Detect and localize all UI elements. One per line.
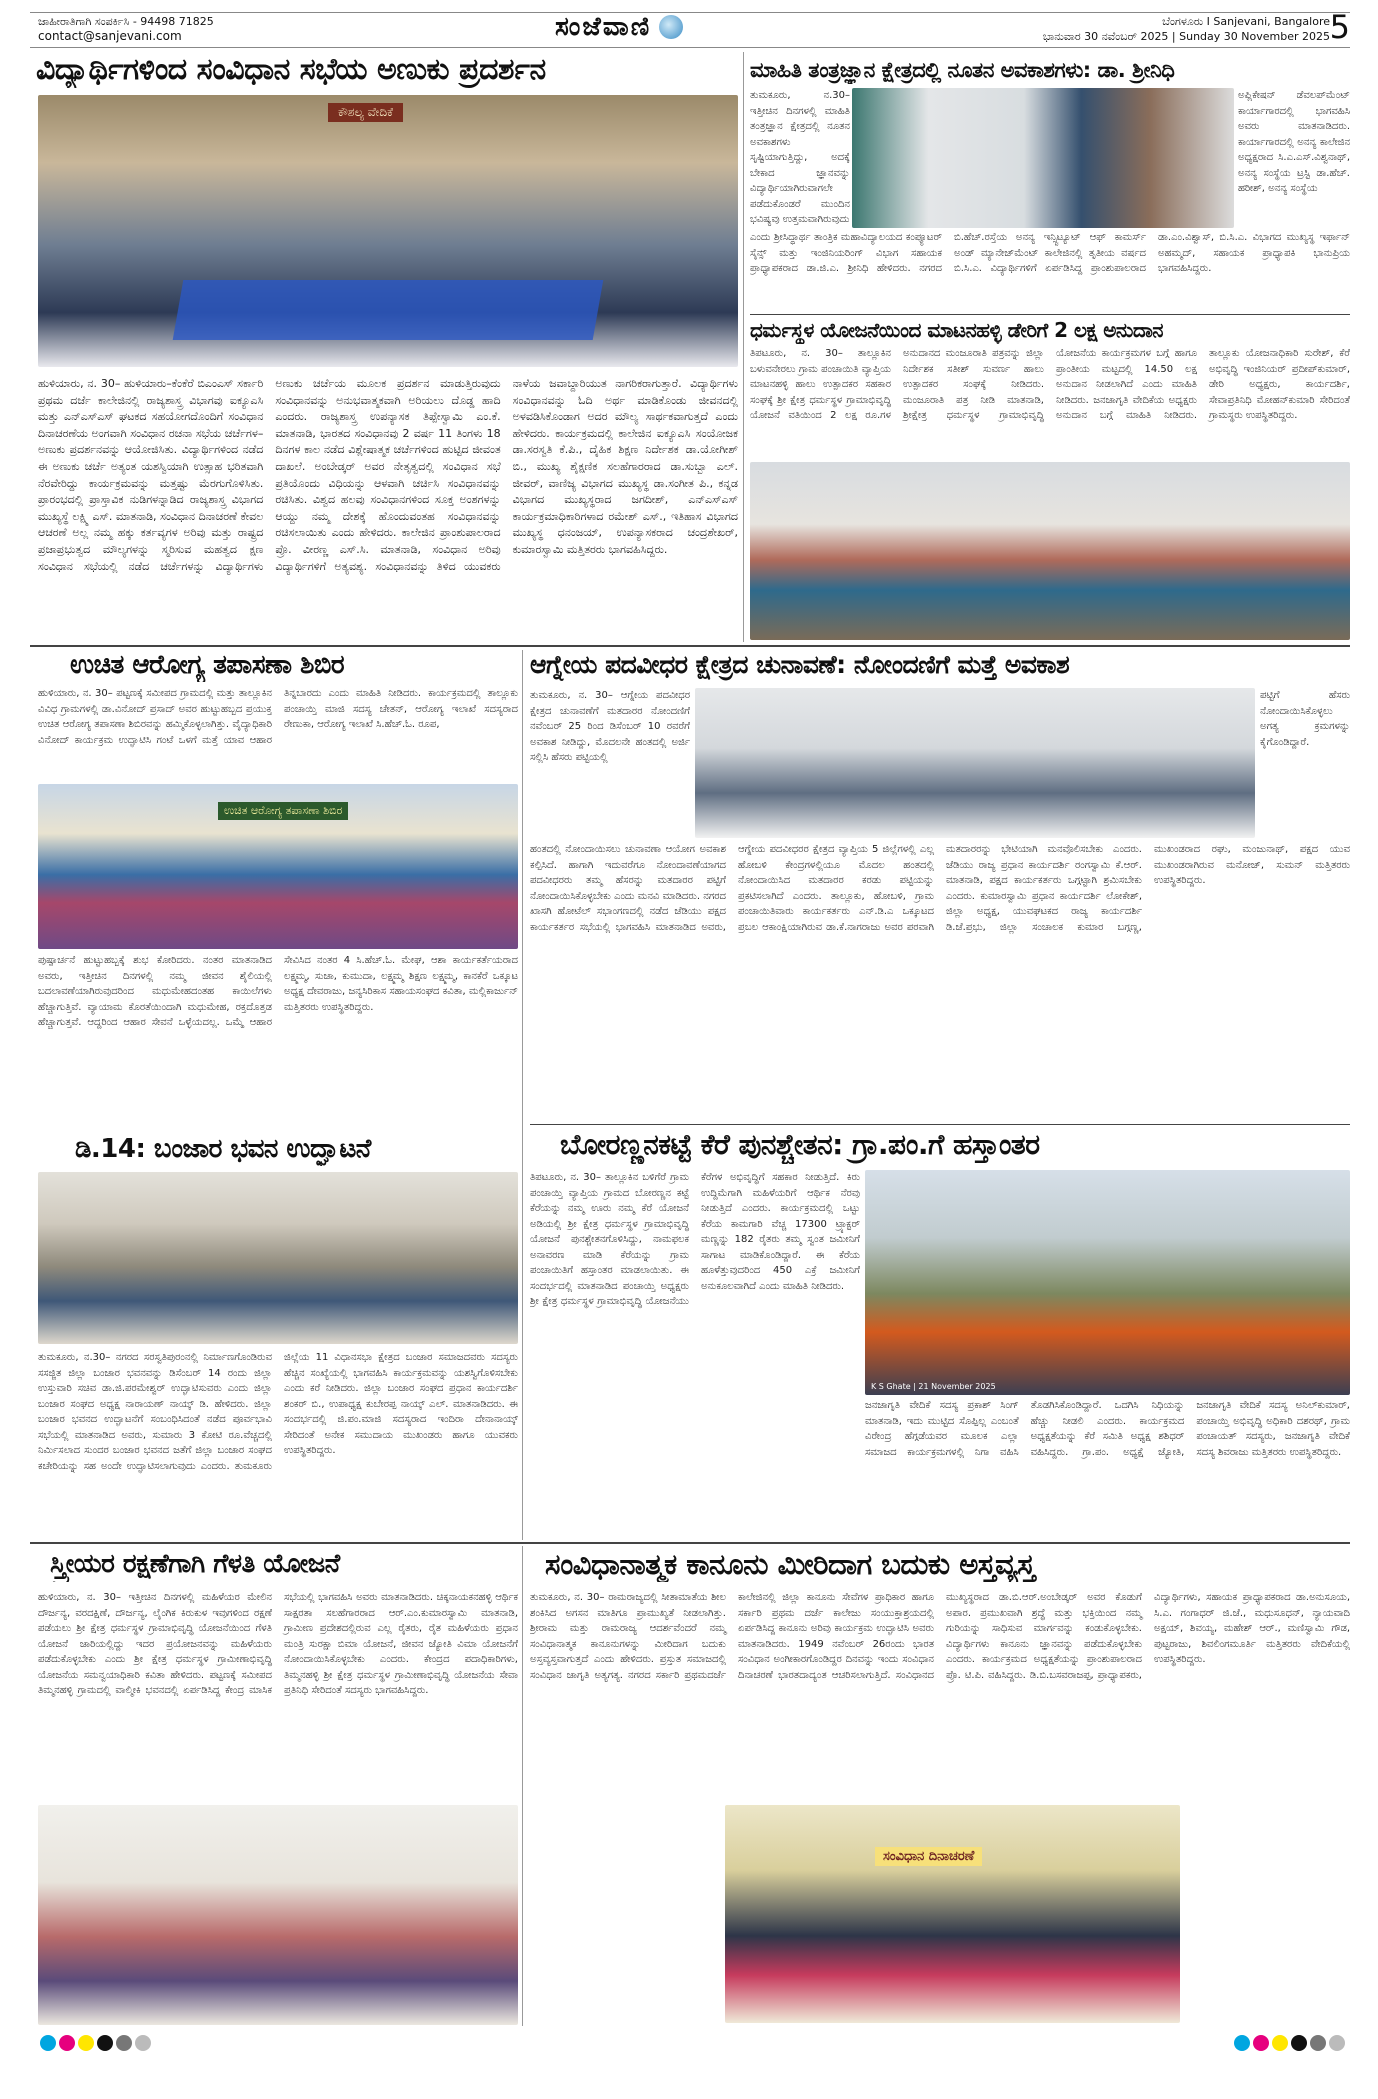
article-body-health-camp-top: ಹುಳಿಯಾರು, ನ. 30– ಪಟ್ಟಣಕ್ಕೆ ಸಮೀಪದ ಗ್ರಾಮದಲ್ಲಿ ಮತ್ತು ತಾಲ್ಲೂಕಿನ ವಿವಿಧ ಗ್ರಾಮಗಳಲ್ಲಿ ಡಾ.ವಿನೋದ್ ಪ್ರಸಾದ್ ಅವರ ಹುಟ್ಟುಹಬ್ಬದ ಪ್ರಯುಕ್ತ ಉಚಿತ ಆರೋಗ್ಯ ತಪಾಸಣಾ ಶಿಬಿರವನ್ನು ಹಮ್ಮಿಕೊಳ್ಳಲಾಗಿತ್ತು. ವೈದ್ಯಾಧಿಕಾರಿ ವಿನೋದ್ ಕಾರ್ಯಕ್ರಮ ಉದ್ಘಾಟಿಸಿ ಗಂಟೆ ಒಳಗೆ ಮತ್ತೆ ಯಾವ ಆಹಾರ ತಿನ್ನಬಾರದು ಎಂದು ಮಾಹಿತಿ ನೀಡಿದರು. ಕಾರ್ಯಕ್ರಮದಲ್ಲಿ ತಾಲ್ಲೂಕು ಪಂಚಾಯ್ತಿ ಮಾಜಿ ಸದಸ್ಯ ಚೇತನ್, ಆರೋಗ್ಯ ಇಲಾಖೆ ಸದಸ್ಯರಾದ ರೇಣುಕಾ, ಆರೋಗ್ಯ ಇಲಾಖೆ ಸಿ.ಹೆಚ್.ಓ. ರೂಪ, [38,688,518,746]
headline-constitution-mock: ವಿದ್ಯಾರ್ಥಿಗಳಿಂದ ಸಂವಿಧಾನ ಸಭೆಯ ಅಣುಕು ಪ್ರದರ್ಶನ [36,52,546,87]
photo-gelati-meeting [38,1805,518,2025]
article-body-it-bottom: ಎಂದು ಶ್ರೀಸಿದ್ಧಾರ್ಥ ತಾಂತ್ರಿಕ ಮಹಾವಿದ್ಯಾಲಯದ ಕಂಪ್ಯೂಟರ್ ಸೈನ್ಸ್ ಮತ್ತು ಇಂಜಿನಿಯರಿಂಗ್ ವಿಭಾಗ ಸಹಾಯಕ ಪ್ರಾಧ್ಯಾಪಕರಾದ ಡಾ.ಜಿ.ಎ. ಶ್ರೀನಿಧಿ ಹೇಳಿದರು. ನಗರದ ಬಿ.ಹೆಚ್.ರಸ್ತೆಯ ಅನನ್ಯ ಇನ್ಸ್ಟಿಟ್ಯೂಟ್ ಆಫ್ ಕಾಮರ್ಸ್ ಅಂಡ್ ಮ್ಯಾನೇಜ್‌ಮೆಂಟ್ ಕಾಲೇಜಿನಲ್ಲಿ ತೃತೀಯ ವರ್ಷದ ಬಿ.ಸಿ.ಎ. ವಿದ್ಯಾರ್ಥಿಗಳಿಗೆ ಏರ್ಪಡಿಸಿದ್ದ ಪ್ರಾಂಶುಪಾಲರಾದ ಡಾ.ಎಂ.ವಿಶ್ವಾಸ್, ಬಿ.ಸಿ.ಎ. ವಿಭಾಗದ ಮುಖ್ಯಸ್ಥ ಇರ್ಫಾನ್ ಅಹಮ್ಮದ್, ಸಹಾಯಕ ಪ್ರಾಧ್ಯಾಪಕಿ ಭಾನುಪ್ರಿಯ ಭಾಗವಹಿಸಿದ್ದರು. [750,232,1350,274]
gray-dot [116,2035,132,2051]
article-body-constitutional-law: ತುಮಕೂರು, ನ. 30– ರಾಮರಾಜ್ಯದಲ್ಲಿ ಸೀತಾಮಾತೆಯ ಶೀಲ ಶಂಕಿಸಿದ ಅಗಸನ ಮಾತಿಗೂ ಪ್ರಾಮುಖ್ಯತೆ ನೀಡಲಾಗಿತ್ತು. ಶ್ರೀರಾಮ ಮತ್ತು ರಾಮರಾಜ್ಯ ಆದರ್ಶವೆಂದರೆ ನಮ್ಮ ಸಂವಿಧಾನಾತ್ಮಕ ಕಾನೂನುಗಳನ್ನು ಮೀರಿದಾಗ ಬದುಕು ಅಸ್ತವ್ಯಸ್ತವಾಗುತ್ತದೆ ಎಂದು ಹೇಳಿದರು. ಪ್ರಸ್ತುತ ಸಮಾಜದಲ್ಲಿ ಸಂವಿಧಾನ ಜಾಗೃತಿ ಅತ್ಯಗತ್ಯ. ನಗರದ ಸರ್ಕಾರಿ ಪ್ರಥಮದರ್ಜೆ ಕಾಲೇಜಿನಲ್ಲಿ ಜಿಲ್ಲಾ ಕಾನೂನು ಸೇವೆಗಳ ಪ್ರಾಧಿಕಾರ ಹಾಗೂ ಸರ್ಕಾರಿ ಪ್ರಥಮ ದರ್ಜೆ ಕಾಲೇಜು ಸಂಯುಕ್ತಾಶ್ರಯದಲ್ಲಿ ಏರ್ಪಡಿಸಿದ್ದ ಕಾನೂನು ಅರಿವು ಕಾರ್ಯಕ್ರಮ ಉದ್ಘಾಟಿಸಿ ಅವರು ಮಾತನಾಡಿದರು. 1949 ನವೆಂಬರ್ 26ರಂದು ಭಾರತ ಸಂವಿಧಾನ ಅಂಗೀಕಾರಗೊಂಡಿದ್ದರ ದಿನವನ್ನು ಇಂದು ಸಂವಿಧಾನ ದಿನಾಚರಣೆ ಭಾರತದಾದ್ಯಂತ ಆಚರಿಸಲಾಗುತ್ತಿದೆ. ಸಂವಿಧಾನದ ಮುಖ್ಯಸ್ಥರಾದ ಡಾ.ಬಿ.ಆರ್.ಅಂಬೇಡ್ಕರ್ ಅವರ ಕೊಡುಗೆ ಅಪಾರ. ಪ್ರಮುಖವಾಗಿ ಶ್ರದ್ಧೆ ಮತ್ತು ಭಕ್ತಿಯಿಂದ ನಮ್ಮ ಗುರಿಯನ್ನು ಸಾಧಿಸುವ ಮಾರ್ಗವನ್ನು ಕಂಡುಕೊಳ್ಳಬೇಕು. ವಿದ್ಯಾರ್ಥಿಗಳು ಕಾನೂನು ಜ್ಞಾನವನ್ನು ಪಡೆದುಕೊಳ್ಳಬೇಕು ಎಂದರು. ಕಾರ್ಯಕ್ರಮದ ಅಧ್ಯಕ್ಷತೆಯನ್ನು ಪ್ರಾಂಶುಪಾಲರಾದ ಪ್ರೊ. ಟಿ.ಪಿ. ವಹಿಸಿದ್ದರು. ಡಿ.ಬಿ.ಬಸವರಾಜಪ್ಪ, ಪ್ರಾಧ್ಯಾಪಕರು, ವಿದ್ಯಾರ್ಥಿಗಳು, ಸಹಾಯಕ ಪ್ರಾಧ್ಯಾಪಕರಾದ ಡಾ.ಅನುಸೂಯ, ಸಿ.ಎ. ಗಂಗಾಧರ್ ಜಿ.ಜೆ., ಮಧುಸೂಧನ್, ನ್ಯಾಯವಾದಿ ಅಕ್ಷಯ್, ಶಿವಯ್ಯ, ಮಹೇಶ್ ಆರ್., ಮಣಿಸ್ವಾಮಿ ಗೌಡ, ಪುಟ್ಟರಾಜು, ಶಿವಲಿಂಗಮೂರ್ತಿ ಮತ್ತಿತರರು ವೇದಿಕೆಯಲ್ಲಿ ಉಪಸ್ಥಿತರಿದ್ದರು. [530,1592,1350,1681]
section-divider [30,1542,1350,1544]
light-gray-dot [135,2035,151,2051]
cyan-dot [40,2035,56,2051]
edition-date: ಭಾನುವಾರ 30 ನವೆಂಬರ್ 2025 | Sunday 30 November 2025 [1042,30,1330,43]
article-body-lake-bottom: ಜನಜಾಗೃತಿ ವೇದಿಕೆ ಸದಸ್ಯ ಪ್ರಕಾಶ್ ಸಿಂಗ್ ಮಾತನಾಡಿ, ಇದು ಮುಟ್ಟಿದ ಸೊಪ್ಪಿಲ್ಲ ಎಂಬಂತೆ ವಿರೇಂದ್ರ ಹೆಗ್ಗಡೆಯವರ ಮೂಲಕ ಎಲ್ಲಾ ಸಮಾಜದ ಕಾರ್ಯಕ್ರಮಗಳಲ್ಲಿ ನಿಗಾ ವಹಿಸಿ ತೊಡಗಿಸಿಕೊಂಡಿದ್ದಾರೆ. ಒದಗಿಸಿ ನಿಧಿಯನ್ನು ಹೆಚ್ಚು ನೀಡಲಿ ಎಂದರು. ಕಾರ್ಯಕ್ರಮದ ಅಧ್ಯಕ್ಷತೆಯನ್ನು ಕೆರೆ ಸಮಿತಿ ಅಧ್ಯಕ್ಷ ಶಶಿಧರ್ ವಹಿಸಿದ್ದರು. ಗ್ರಾ.ಪಂ. ಅಧ್ಯಕ್ಷೆ ಜ್ಯೋತಿ, ಜನಜಾಗೃತಿ ವೇದಿಕೆ ಸದಸ್ಯ ಅನಿಲ್‌ಕುಮಾರ್, ಪಂಚಾಯ್ತಿ ಅಭಿವೃದ್ಧಿ ಅಧಿಕಾರಿ ದಶರಥ್, ಗ್ರಾಮ ಪಂಚಾಯತ್ ಸದಸ್ಯರು, ಜನಜಾಗೃತಿ ವೇದಿಕೆ ಸದಸ್ಯ ಶಿವರಾಜು ಮತ್ತಿತರರು ಉಪಸ್ಥಿತರಿದ್ದರು. [865,1400,1350,1458]
headline-borannanakatte-lake: ಬೋರಣ್ಣನಕಟ್ಟೆ ಕೆರೆ ಪುನಶ್ಚೇತನ: ಗ್ರಾ.ಪಂ.ಗೆ ಹಸ್ತಾಂತರ [560,1128,1040,1161]
headline-graduates-election: ಆಗ್ನೇಯ ಪದವೀಧರ ಕ್ಷೇತ್ರದ ಚುನಾವಣೆ: ನೋಂದಣಿಗೆ ಮತ್ತೆ ಅವಕಾಶ [530,650,1070,679]
photo-dharmasthala-grant [750,462,1350,640]
header-bottom-rule [30,47,1350,48]
article-body-it-right: ಅಪ್ಲಿಕೇಷನ್ ಡೆವಲಪ್‌ಮೆಂಟ್ ಕಾರ್ಯಾಗಾರದಲ್ಲಿ ಭಾಗವಹಿಸಿ ಅವರು ಮಾತನಾಡಿದರು. ಕಾರ್ಯಾಗಾರದಲ್ಲಿ ಅನನ್ಯ ಕಾಲೇಜಿನ ಅಧ್ಯಕ್ಷರಾದ ಸಿ.ಎ.ಎಸ್.ವಿಶ್ವನಾಥ್, ಅನನ್ಯ ಸಂಸ್ಥೆಯ ಟ್ರಸ್ಟಿ ಡಾ.ಹೆಚ್. ಹರೀಶ್, ಅನನ್ಯ ಸಂಸ್ಥೆಯ [1238,90,1350,194]
magenta-dot [59,2035,75,2051]
photo-table [173,280,604,340]
ad-contact-phone: ಜಾಹೀರಾತಿಗಾಗಿ ಸಂಪರ್ಕಿಸಿ - 94498 71825 [38,15,214,28]
photo-constitution-mock [38,95,738,367]
column-divider [743,52,744,642]
article-body-constitution-mock: ಹುಳಿಯಾರು, ನ. 30– ಹುಳಿಯಾರು–ಕೆಂಕೆರೆ ಬಿಎಂಎಸ್ ಸರ್ಕಾರಿ ಪ್ರಥಮ ದರ್ಜೆ ಕಾಲೇಜಿನಲ್ಲಿ ರಾಜ್ಯಶಾಸ್ತ್ರ ವಿಭಾಗವು ಐಕ್ಯೂಎಸಿ ಮತ್ತು ಎನ್‌ಎಸ್‌ಎಸ್ ಘಟಕದ ಸಹಯೋಗದೊಂದಿಗೆ ಸಂವಿಧಾನ ದಿನಾಚರಣೆಯ ಅಂಗವಾಗಿ ಸಂವಿಧಾನ ರಚನಾ ಸಭೆಯ ಚರ್ಚೆಗಳ– ಅಣುಕು ಪ್ರದರ್ಶನವನ್ನು ಆಯೋಜಿಸಿತು. ವಿದ್ಯಾರ್ಥಿಗಳಿಂದ ನಡೆದ ಈ ಅಣುಕು ಚರ್ಚೆ ಅತ್ಯಂತ ಯಶಸ್ವಿಯಾಗಿ ಉತ್ಸಾಹ ಭರಿತವಾಗಿ ನೆರವೇರಿದ್ದು ಕಾರ್ಯಕ್ರಮವನ್ನು ಮತ್ತಷ್ಟು ಮೆರಗುಗೊಳಿಸಿತು. ಪ್ರಾರಂಭದಲ್ಲಿ ಪ್ರಾಸ್ತಾವಿಕ ನುಡಿಗಳನ್ನಾಡಿದ ರಾಜ್ಯಶಾಸ್ತ್ರ ವಿಭಾಗದ ಮುಖ್ಯಸ್ಥೆ ಲಕ್ಷ್ಮಿ ಎಸ್. ಮಾತನಾಡಿ, ಸಂವಿಧಾನ ದಿನಾಚರಣೆ ಕೇವಲ ಆಚರಣೆ ಅಲ್ಲ ನಮ್ಮ ಹಕ್ಕು ಕರ್ತವ್ಯಗಳ ಅರಿವು ಮತ್ತು ರಾಷ್ಟ್ರದ ಪ್ರಜಾಪ್ರಭುತ್ವದ ಮೌಲ್ಯಗಳನ್ನು ಸ್ಮರಿಸುವ ಮಹತ್ವದ ಕ್ಷಣ ಸಂವಿಧಾನ ಸಭೆಯಲ್ಲಿ ನಡೆದ ಚರ್ಚೆಗಳನ್ನು ವಿದ್ಯಾರ್ಥಿಗಳು ಅಣುಕು ಚರ್ಚೆಯ ಮೂಲಕ ಪ್ರದರ್ಶನ ಮಾಡುತ್ತಿರುವುದು ಸಂವಿಧಾನವನ್ನು ಅನುಭವಾತ್ಮಕವಾಗಿ ಅರಿಯಲು ದೊಡ್ಡ ಹಾದಿ ಎಂದರು. ರಾಜ್ಯಶಾಸ್ತ್ರ ಉಪನ್ಯಾಸಕ ತಿಪ್ಪೇಸ್ವಾಮಿ ಎಂ.ಕೆ. ಮಾತನಾಡಿ, ಭಾರತದ ಸಂವಿಧಾನವು 2 ವರ್ಷ 11 ತಿಂಗಳು 18 ದಿನಗಳ ಕಾಲ ನಡೆದ ವಿಶ್ಲೇಷಾತ್ಮಕ ಚರ್ಚೆಗಳಿಂದ ಹುಟ್ಟಿದ ಜೀವಂತ ದಾಖಲೆ. ಅಂಬೇಡ್ಕರ್ ಅವರ ನೇತೃತ್ವದಲ್ಲಿ ಸಂವಿಧಾನ ಸಭೆ ಪ್ರತಿಯೊಂದು ವಿಧಿಯನ್ನು ಆಳವಾಗಿ ಚರ್ಚಿಸಿ ಸಂವಿಧಾನವನ್ನು ರಚಿಸಿತು. ವಿಶ್ವದ ಹಲವು ಸಂವಿಧಾನಗಳಿಂದ ಸೂಕ್ತ ಅಂಶಗಳನ್ನು ಆಯ್ದು ನಮ್ಮ ದೇಶಕ್ಕೆ ಹೊಂದುವಂತಹ ಸಂವಿಧಾನವನ್ನು ರಚಿಸಲಾಯಿತು ಎಂದು ಹೇಳಿದರು. ಕಾಲೇಜಿನ ಪ್ರಾಂಶುಪಾಲರಾದ ಪ್ರೊ. ವೀರಣ್ಣ ಎಸ್.ಸಿ. ಮಾತನಾಡಿ, ಸಂವಿಧಾನ ಅರಿವು ವಿದ್ಯಾರ್ಥಿಗಳಿಗೆ ಅತ್ಯವಶ್ಯ. ಸಂವಿಧಾನವನ್ನು ತಿಳಿದ ಯುವಕರು ನಾಳೆಯ ಜವಾಬ್ದಾರಿಯುತ ನಾಗರಿಕರಾಗುತ್ತಾರೆ. ವಿದ್ಯಾರ್ಥಿಗಳು ಸಂವಿಧಾನವನ್ನು ಓದಿ ಅರ್ಥ ಮಾಡಿಕೊಂಡು ಜೀವನದಲ್ಲಿ ಅಳವಡಿಸಿಕೊಂಡಾಗ ಅದರ ಮೌಲ್ಯ ಸಾರ್ಥಕವಾಗುತ್ತದೆ ಎಂದು ಹೇಳಿದರು. ಕಾರ್ಯಕ್ರಮದಲ್ಲಿ ಕಾಲೇಜಿನ ಐಕ್ಯೂಎಸಿ ಸಂಯೋಜಕ ಡಾ.ಸರಸ್ವತಿ ಕೆ.ಪಿ., ದೈಹಿಕ ಶಿಕ್ಷಣ ನಿರ್ದೇಶಕ ಡಾ.ಯೋಗೀಶ್ ಬಿ., ಮುಖ್ಯ ಶೈಕ್ಷಣಿಕ ಸಲಹೆಗಾರರಾದ ಡಾ.ಸುಬ್ಬಾ ಎಲ್. ಜೀವರ್, ವಾಣಿಜ್ಯ ವಿಭಾಗದ ಮುಖ್ಯಸ್ಥ ಡಾ.ಸಂಗೀತ ಪಿ., ಕನ್ನಡ ವಿಭಾಗದ ಮುಖ್ಯಸ್ಥರಾದ ಜಗದೀಶ್, ಎನ್‌ಎಸ್‌ಎಸ್ ಕಾರ್ಯಕ್ರಮಾಧಿಕಾರಿಗಳಾದ ರಮೇಶ್ ಎಸ್., ಇತಿಹಾಸ ವಿಭಾಗದ ಮುಖ್ಯಸ್ಥ ಧನಂಜಯ್, ಉಪನ್ಯಾಸಕರಾದ ಚಂದ್ರಶೇಖರ್, ಕುಮಾರಸ್ವಾಮಿ ಮತ್ತಿತರರು ಭಾಗವಹಿಸಿದ್ದರು. [38,377,738,573]
photo-banner: ಕೌಶಲ್ಯ ವೇದಿಕೆ [328,103,403,122]
photo-banner: ಉಚಿತ ಆರೋಗ್ಯ ತಪಾಸಣಾ ಶಿಬಿರ [218,802,348,820]
photo-banner: ಸಂವಿಧಾನ ದಿನಾಚರಣೆ [875,1847,982,1866]
article-body-election-right: ಪಟ್ಟಿಗೆ ಹೆಸರು ನೋಂದಾಯಿಸಿಕೊಳ್ಳಲು ಅಗತ್ಯ ಕ್ರಮಗಳನ್ನು ಕೈಗೊಂಡಿದ್ದಾರೆ. [1260,690,1350,748]
black-dot [1291,2035,1307,2051]
photo-election-meeting [695,688,1255,838]
edition-block [1043,14,1330,44]
newspaper-logo [555,12,683,42]
color-register-marks-right [1234,2035,1348,2055]
contact-email[interactable]: contact@sanjevani.com [38,29,182,43]
edition-city: ಬೆಂಗಳೂರು I Sanjevani, Bangalore [1162,15,1330,28]
yellow-dot [78,2035,94,2051]
page-number: 5 [1329,8,1350,46]
photo-it-workshop [852,88,1234,228]
headline-constitutional-law: ಸಂವಿಧಾನಾತ್ಮಕ ಕಾನೂನು ಮೀರಿದಾಗ ಬದುಕು ಅಸ್ತವ್ಯಸ್ತ [545,1547,1035,1581]
column-divider [522,650,523,1540]
section-divider [30,645,1350,647]
cyan-dot [1234,2035,1250,2051]
magenta-dot [1253,2035,1269,2051]
masthead [0,0,1378,48]
article-body-it-left: ತುಮಕೂರು, ನ.30– ಇತ್ತೀಚಿನ ದಿನಗಳಲ್ಲಿ ಮಾಹಿತಿ ತಂತ್ರಜ್ಞಾನ ಕ್ಷೇತ್ರದಲ್ಲಿ ನೂತನ ಅವಕಾಶಗಳು ಸೃಷ್ಟಿಯಾಗುತ್ತಿದ್ದು, ಅದಕ್ಕೆ ಬೇಕಾದ ಜ್ಞಾನವನ್ನು ವಿದ್ಯಾರ್ಥಿಯಾಗಿರುವಾಗಲೇ ಪಡೆದುಕೊಂಡರೆ ಮುಂದಿನ ಭವಿಷ್ಯವು ಉತ್ತಮವಾಗಿರುವುದು [750,90,850,225]
article-body-election-top: ತುಮಕೂರು, ನ. 30– ಆಗ್ನೇಯ ಪದವೀಧರ ಕ್ಷೇತ್ರದ ಚುನಾವಣೆಗೆ ಮತದಾರರ ನೋಂದಣಿಗೆ ನವೆಂಬರ್ 25 ರಿಂದ ಡಿಸೆಂಬರ್ 10 ರವರೆಗೆ ಅವಕಾಶ ನೀಡಿದ್ದು, ಮೊದಲನೇ ಹಂತದಲ್ಲಿ ಅರ್ಜಿ ಸಲ್ಲಿಸಿ ಹೆಸರು ಪಟ್ಟಿಯಲ್ಲಿ [530,690,690,763]
globe-icon [659,15,683,39]
article-body-health-camp-bottom: ಪುಷ್ಪಾರ್ಚನೆ ಹುಟ್ಟುಹಬ್ಬಕ್ಕೆ ಶುಭ ಕೋರಿದರು. ನಂತರ ಮಾತನಾಡಿದ ಅವರು, ಇತ್ತೀಚಿನ ದಿನಗಳಲ್ಲಿ ನಮ್ಮ ಜೀವನ ಶೈಲಿಯಲ್ಲಿ ಬದಲಾವಣೆಯಾಗಿರುವುದರಿಂದ ಮಧುಮೇಹದಂತಹ ಕಾಯಿಲೆಗಳು ಹೆಚ್ಚಾಗುತ್ತಿವೆ. ವ್ಯಾಯಾಮ ಕೊರತೆಯಿಂದಾಗಿ ಮಧುಮೇಹ, ರಕ್ತದೊತ್ತಡ ಹೆಚ್ಚಾಗುತ್ತವೆ. ಆದ್ದರಿಂದ ಆಹಾರ ಸೇವನೆ ಒಳ್ಳೆಯದಲ್ಲ. ಒಮ್ಮೆ ಆಹಾರ ಸೇವಿಸಿದ ನಂತರ 4 ಸಿ.ಹೆಚ್.ಓ. ಮೇಘ, ಆಶಾ ಕಾರ್ಯಕರ್ತೆಯರಾದ ಲಕ್ಷ್ಮಮ್ಮ, ಸುಜಾ, ಕುಮುದಾ, ಲಕ್ಷ್ಮಮ್ಮ ಶಿಕ್ಷಣ ಲಕ್ಷ್ಮಮ್ಮ, ಕಾನಕೆರೆ ಒಕ್ಕೂಟ ಅಧ್ಯಕ್ಷ ದೇವರಾಜು, ಜನ್ಯಸಿರಿಕಾಸ ಸಹಾಯಸಂಘದ ಕವಿತಾ, ಮಲ್ಲಿಕಾರ್ಜುನ್ ಮತ್ತಿತರರು ಉಪಸ್ಥಿತರಿದ್ದರು. [38,955,518,1028]
column-divider [522,1546,523,2026]
photo-constitution-day [725,1805,1180,2023]
divider [750,314,1350,315]
headline-health-camp: ಉಚಿತ ಆರೋಗ್ಯ ತಪಾಸಣಾ ಶಿಬಿರ [70,650,345,680]
photo-banjara-meeting [38,1172,518,1344]
headline-it-opportunities: ಮಾಹಿತಿ ತಂತ್ರಜ್ಞಾನ ಕ್ಷೇತ್ರದಲ್ಲಿ ನೂತನ ಅವಕಾಶಗಳು: ಡಾ. ಶ್ರೀನಿಧಿ [750,58,1175,82]
photo-caption: K S Ghate | 21 November 2025 [871,1382,996,1391]
divider [530,1124,1350,1125]
headline-gelati-scheme: ಸ್ತ್ರೀಯರ ರಕ್ಷಣೆಗಾಗಿ ಗೆಳತಿ ಯೋಜನೆ [50,1549,340,1579]
color-register-marks-left [40,2035,154,2055]
light-gray-dot [1329,2035,1345,2051]
headline-dharmasthala-grant: ಧರ್ಮಸ್ಥಳ ಯೋಜನೆಯಿಂದ ಮಾಟನಹಳ್ಳಿ ಡೇರಿಗೆ 2 ಲಕ್ಷ ಅನುದಾನ [750,318,1164,342]
contact-block [38,15,214,43]
logo-text: ಸಂಜೆವಾಣಿ [555,12,652,42]
header-top-rule [30,12,1350,13]
article-body-election: ಹಂತದಲ್ಲಿ ನೋಂದಾಯಿಸಲು ಚುನಾವಣಾ ಆಯೋಗ ಅವಕಾಶ ಕಲ್ಪಿಸಿದೆ. ಹಾಗಾಗಿ ಇದುವರೆಗೂ ನೋಂದಾವಣೆಯಾಗದ ಪದವೀಧರರು ತಮ್ಮ ಹೆಸರನ್ನು ಮತದಾರರ ಪಟ್ಟಿಗೆ ನೋಂದಾಯಿಸಿಕೊಳ್ಳಬೇಕು ಎಂದು ಮನವಿ ಮಾಡಿದರು. ನಗರದ ಖಾಸಗಿ ಹೋಟೆಲ್ ಸಭಾಂಗಣದಲ್ಲಿ ನಡೆದ ಜೆಡಿಯು ಪಕ್ಷದ ಕಾರ್ಯಕರ್ತರ ಸಭೆಯಲ್ಲಿ ಭಾಗವಹಿಸಿ ಮಾತನಾಡಿದ ಅವರು, ಆಗ್ನೇಯ ಪದವೀಧರರ ಕ್ಷೇತ್ರದ ವ್ಯಾಪ್ತಿಯ 5 ಜಿಲ್ಲೆಗಳಲ್ಲಿ ಎಲ್ಲ ಹೋಬಳಿ ಕೇಂದ್ರಗಳಲ್ಲಿಯೂ ಮೊದಲ ಹಂತದಲ್ಲಿ ನೋಂದಾಯಿಸಿದ ಮತದಾರರ ಕರಡು ಪಟ್ಟಿಯನ್ನು ಪ್ರಕಟಿಸಲಾಗಿದೆ ಎಂದರು. ತಾಲ್ಲೂಕು, ಹೋಬಳಿ, ಗ್ರಾಮ ಪಂಚಾಯಿತಿವಾರು ಕಾರ್ಯಕರ್ತರು ಎನ್.ಡಿ.ಎ ಒಕ್ಕೂಟದ ಪ್ರಬಲ ಆಕಾಂಕ್ಷಿಯಾಗಿರುವ ಡಾ.ಕೆ.ನಾಗರಾಜು ಅವರ ಪರವಾಗಿ ಮತದಾರರನ್ನು ಭೇಟಿಯಾಗಿ ಮನವೊಲಿಸಬೇಕು ಎಂದರು. ಜೆಡಿಯು ರಾಜ್ಯ ಪ್ರಧಾನ ಕಾರ್ಯದರ್ಶಿ ರಂಗಸ್ವಾಮಿ ಕೆ.ಆರ್. ಮಾತನಾಡಿ, ಪಕ್ಷದ ಕಾರ್ಯಕರ್ತರು ಒಗ್ಗಟ್ಟಾಗಿ ಶ್ರಮಿಸಬೇಕು ಎಂದರು. ಕುಮಾರಸ್ವಾಮಿ ಪ್ರಧಾನ ಕಾರ್ಯದರ್ಶಿ ಲೋಕೇಶ್, ಜಿಲ್ಲಾ ಅಧ್ಯಕ್ಷ, ಯುವಘಟಕದ ರಾಜ್ಯ ಕಾರ್ಯದರ್ಶಿ ಡಿ.ಜೆ.ಪ್ರಭು, ಜಿಲ್ಲಾ ಸಂಚಾಲಕ ಕುಮಾರ ಬಗ್ಗಣ್ಣ, ಮುಖಂಡರಾದ ರಘು, ಮಂಜುನಾಥ್, ಪಕ್ಷದ ಯುವ ಮುಖಂಡರಾಗಿರುವ ಮನೋಜ್, ಸುಮನ್ ಮತ್ತಿತರರು ಉಪಸ್ಥಿತರಿದ್ದರು. [530,844,1350,933]
article-body-gelati: ಹುಳಿಯಾರು, ನ. 30– ಇತ್ತೀಚಿನ ದಿನಗಳಲ್ಲಿ ಮಹಿಳೆಯರ ಮೇಲಿನ ದೌರ್ಜನ್ಯ, ವರದಕ್ಷಿಣೆ, ದೌರ್ಜನ್ಯ, ಲೈಂಗಿಕ ಕಿರುಕುಳ ಇವುಗಳಿಂದ ರಕ್ಷಣೆ ಪಡೆಯಲು ಶ್ರೀ ಕ್ಷೇತ್ರ ಧರ್ಮಸ್ಥಳ ಗ್ರಾಮಾಭಿವೃದ್ಧಿ ಯೋಜನೆಯಿಂದ ಗೆಳತಿ ಯೋಜನೆ ಜಾರಿಯಲ್ಲಿದ್ದು ಇದರ ಪ್ರಯೋಜನವನ್ನು ಮಹಿಳೆಯರು ಪಡೆದುಕೊಳ್ಳಬೇಕು ಎಂದು ಶ್ರೀ ಕ್ಷೇತ್ರ ಧರ್ಮಸ್ಥಳ ಗ್ರಾಮೀಣಾಭಿವೃದ್ಧಿ ಯೋಜನೆಯ ಸಮನ್ವಯಾಧಿಕಾರಿ ಕವಿತಾ ಹೇಳಿದರು. ಪಟ್ಟಣಕ್ಕೆ ಸಮೀಪದ ತಿಮ್ಮನಹಳ್ಳಿ ಗ್ರಾಮದಲ್ಲಿ ವಾಲ್ಮೀಕಿ ಭವನದಲ್ಲಿ ಏರ್ಪಡಿಸಿದ್ದ ಕೇಂದ್ರ ಮಾಸಿಕ ಸಭೆಯಲ್ಲಿ ಭಾಗವಹಿಸಿ ಅವರು ಮಾತನಾಡಿದರು. ಚಿಕ್ಕನಾಯಕನಹಳ್ಳಿ ಆರ್ಥಿಕ ಸಾಕ್ಷರತಾ ಸಲಹೆಗಾರರಾದ ಆರ್.ಎಂ.ಕುಮಾರಸ್ವಾಮಿ ಮಾತನಾಡಿ, ಗ್ರಾಮೀಣ ಪ್ರದೇಶದಲ್ಲಿರುವ ಎಲ್ಲ ರೈತರು, ರೈತ ಮಹಿಳೆಯರು ಪ್ರಧಾನ ಮಂತ್ರಿ ಸುರಕ್ಷಾ ಬಿಮಾ ಯೋಜನೆ, ಜೀವನ ಜ್ಯೋತಿ ವಿಮಾ ಯೋಜನೆಗೆ ನೋಂದಾಯಿಸಿಕೊಳ್ಳಬೇಕು ಎಂದರು. ಕೇಂದ್ರದ ಪದಾಧಿಕಾರಿಗಳು, ತಿಮ್ಮನಹಳ್ಳಿ ಶ್ರೀ ಕ್ಷೇತ್ರ ಧರ್ಮಸ್ಥಳ ಗ್ರಾಮೀಣಾಭಿವೃದ್ಧಿ ಯೋಜನೆಯ ಸೇವಾ ಪ್ರತಿನಿಧಿ ಸೇರಿದಂತೆ ಸದಸ್ಯರು ಭಾಗವಹಿಸಿದ್ದರು. [38,1592,518,1696]
gray-dot [1310,2035,1326,2051]
article-body-banjara: ತುಮಕೂರು, ನ.30– ನಗರದ ಸರಸ್ವತಿಪುರಂನಲ್ಲಿ ನಿರ್ಮಾಣಗೊಂಡಿರುವ ಸಸಜ್ಜಿತ ಜಿಲ್ಲಾ ಬಂಜಾರ ಭವನವನ್ನು ಡಿಸೆಂಬರ್ 14 ರಂದು ಜಿಲ್ಲಾ ಉಸ್ತುವಾರಿ ಸಚಿವ ಡಾ.ಜಿ.ಪರಮೇಶ್ವರ್ ಉದ್ಘಾಟಿಸುವರು ಎಂದು ಜಿಲ್ಲಾ ಬಂಜಾರ ಸಂಘದ ಅಧ್ಯಕ್ಷ ನಾರಾಯಣ್ ನಾಯ್ಕ್ ಡಿ. ಹೇಳಿದರು. ಜಿಲ್ಲಾ ಬಂಜಾರ ಭವನದ ಉದ್ಘಾಟನೆಗೆ ಸಂಬಂಧಿಸಿದಂತೆ ನಡೆದ ಪೂರ್ವಭಾವಿ ಸಭೆಯಲ್ಲಿ ಮಾತನಾಡಿದ ಅವರು, ಸುಮಾರು 3 ಕೋಟಿ ರೂ.ವೆಚ್ಚದಲ್ಲಿ ನಿರ್ಮಿಸಲಾದ ಸುಂದರ ಬಂಜಾರ ಭವನದ ಜತೆಗೆ ಜಿಲ್ಲಾ ಬಂಜಾರ ಸಂಘದ ಕಚೇರಿಯನ್ನು ಸಹ ಅಂದೇ ಉದ್ಘಾಟಿಸಲಾಗುವುದು ಎಂದರು. ತುಮಕೂರು ಜಿಲ್ಲೆಯ 11 ವಿಧಾನಸಭಾ ಕ್ಷೇತ್ರದ ಬಂಜಾರ ಸಮಾಜದವರು ಸದಸ್ಯರು ಹೆಚ್ಚಿನ ಸಂಖ್ಯೆಯಲ್ಲಿ ಭಾಗವಹಿಸಿ ಕಾರ್ಯಕ್ರಮವನ್ನು ಯಶಸ್ವಿಗೊಳಿಸಬೇಕು ಎಂದು ಕರೆ ನೀಡಿದರು. ಜಿಲ್ಲಾ ಬಂಜಾರ ಸಂಘದ ಪ್ರಧಾನ ಕಾರ್ಯದರ್ಶಿ ಶಂಕರ್ ಬಿ., ಉಪಾಧ್ಯಕ್ಷ ಕುಬೇರಪ್ಪ ನಾಯ್ಕ್ ಎಲ್. ಮಾತನಾಡಿದರು. ಈ ಸಂದರ್ಭದಲ್ಲಿ ಜಿ.ಪಂ.ಮಾಜಿ ಸದಸ್ಯರಾದ ಇಂದಿರಾ ದೇನಾನಾಯ್ಕ್ ಸೇರಿದಂತೆ ಅನೇಕ ಸಮುದಾಯ ಮುಖಂಡರು ಹಾಗೂ ಯುವಕರು ಉಪಸ್ಥಿತರಿದ್ದರು. [38,1352,518,1472]
photo-health-camp [38,784,518,949]
yellow-dot [1272,2035,1288,2051]
black-dot [97,2035,113,2051]
photo-lake-handover [865,1170,1350,1395]
article-body-lake-left: ತಿಪಟೂರು, ನ. 30– ತಾಲ್ಲೂಕಿನ ಬಳಿಗೆರೆ ಗ್ರಾಮ ಪಂಚಾಯ್ತಿ ವ್ಯಾಪ್ತಿಯ ಗ್ರಾಮದ ಬೋರಣ್ಣನ ಕಟ್ಟೆ ಕೆರೆಯನ್ನು ನಮ್ಮ ಊರು ನಮ್ಮ ಕೆರೆ ಯೋಜನೆ ಅಡಿಯಲ್ಲಿ ಶ್ರೀ ಕ್ಷೇತ್ರ ಧರ್ಮಸ್ಥಳ ಗ್ರಾಮಾಭಿವೃದ್ಧಿ ಯೋಜನೆ ಪುನಶ್ಚೇತನಗೊಳಿಸಿದ್ದು, ನಾಮಫಲಕ ಅನಾವರಣ ಮಾಡಿ ಕೆರೆಯನ್ನು ಗ್ರಾಮ ಪಂಚಾಯಿತಿಗೆ ಹಸ್ತಾಂತರ ಮಾಡಲಾಯಿತು. ಈ ಸಂದರ್ಭದಲ್ಲಿ ಮಾತನಾಡಿದ ಪಂಚಾಯ್ತಿ ಅಧ್ಯಕ್ಷರು ಶ್ರೀ ಕ್ಷೇತ್ರ ಧರ್ಮಸ್ಥಳ ಗ್ರಾಮಾಭಿವೃದ್ಧಿ ಯೋಜನೆಯು ಕೆರೆಗಳ ಅಭಿವೃದ್ಧಿಗೆ ಸಹಕಾರ ನೀಡುತ್ತಿದೆ. ಕಿರು ಉದ್ದಿಮೆಗಾಗಿ ಮಹಿಳೆಯರಿಗೆ ಆರ್ಥಿಕ ನೆರವು ನೀಡುತ್ತಿದೆ ಎಂದರು. ಕಾರ್ಯಕ್ರಮದಲ್ಲಿ ಒಟ್ಟು ಕೆರೆಯ ಕಾಮಗಾರಿ ವೆಚ್ಚ 17300 ಟ್ರ್ಯಾಕ್ಟರ್ ಮಣ್ಣನ್ನು 182 ರೈತರು ತಮ್ಮ ಸ್ವಂತ ಜಮೀನಿಗೆ ಸಾಗಾಟ ಮಾಡಿಕೊಂಡಿದ್ದಾರೆ. ಈ ಕೆರೆಯ ಹೂಳೆತ್ತುವುದರಿಂದ 450 ಎಕ್ರೆ ಜಮೀನಿಗೆ ಅನುಕೂಲವಾಗಿದೆ ಎಂದು ಮಾಹಿತಿ ನೀಡಿದರು. [530,1172,860,1307]
article-body-dharmasthala: ತಿಪಟೂರು, ನ. 30– ತಾಲ್ಲೂಕಿನ ಬಳುವನೇರಲು ಗ್ರಾಮ ಪಂಚಾಯಿತಿ ವ್ಯಾಪ್ತಿಯ ಮಾಟನಹಳ್ಳಿ ಹಾಲು ಉತ್ಪಾದಕರ ಸಹಕಾರ ಸಂಘಕ್ಕೆ ಶ್ರೀ ಕ್ಷೇತ್ರ ಧರ್ಮಸ್ಥಳ ಗ್ರಾಮಾಭಿವೃದ್ಧಿ ಯೋಜನೆ ವತಿಯಿಂದ 2 ಲಕ್ಷ ರೂ.ಗಳ ಅನುದಾನದ ಮಂಜೂರಾತಿ ಪತ್ರವನ್ನು ಜಿಲ್ಲಾ ನಿರ್ದೇಶಕ ಸತೀಶ್ ಸುವರ್ಣ ಹಾಲು ಉತ್ಪಾದಕರ ಸಂಘಕ್ಕೆ ನೀಡಿದರು. ಮಂಜೂರಾತಿ ಪತ್ರ ನೀಡಿ ಮಾತನಾಡಿ, ಶ್ರೀಕ್ಷೇತ್ರ ಧರ್ಮಸ್ಥಳ ಗ್ರಾಮಾಭಿವೃದ್ಧಿ ಯೋಜನೆಯ ಕಾರ್ಯಕ್ರಮಗಳ ಬಗ್ಗೆ ಹಾಗೂ ಪ್ರಾಂತೀಯ ಮಟ್ಟದಲ್ಲಿ 14.50 ಲಕ್ಷ ಅನುದಾನ ನೀಡಲಾಗಿದೆ ಎಂದು ಮಾಹಿತಿ ನೀಡಿದರು. ಜನಜಾಗೃತಿ ವೇದಿಕೆಯ ಅಧ್ಯಕ್ಷರು ಅನುದಾನ ಬಗ್ಗೆ ಮಾಹಿತಿ ನೀಡಿದರು. ತಾಲ್ಲೂಕು ಯೋಜನಾಧಿಕಾರಿ ಸುರೇಶ್, ಕೆರೆ ಅಭಿವೃದ್ಧಿ ಇಂಜಿನಿಯರ್ ಪ್ರದೀಪ್‌ಕುಮಾರ್, ಡೇರಿ ಅಧ್ಯಕ್ಷರು, ಕಾರ್ಯದರ್ಶಿ, ಸೇವಾಪ್ರತಿನಿಧಿ ಮೋಹನ್‌ಕುಮಾರಿ ಸೇರಿದಂತೆ ಗ್ರಾಮಸ್ಥರು ಉಪಸ್ಥಿತರಿದ್ದರು. [750,348,1350,421]
headline-banjara-bhavan: ಡಿ.14: ಬಂಜಾರ ಭವನ ಉದ್ಘಾಟನೆ [75,1134,371,1164]
